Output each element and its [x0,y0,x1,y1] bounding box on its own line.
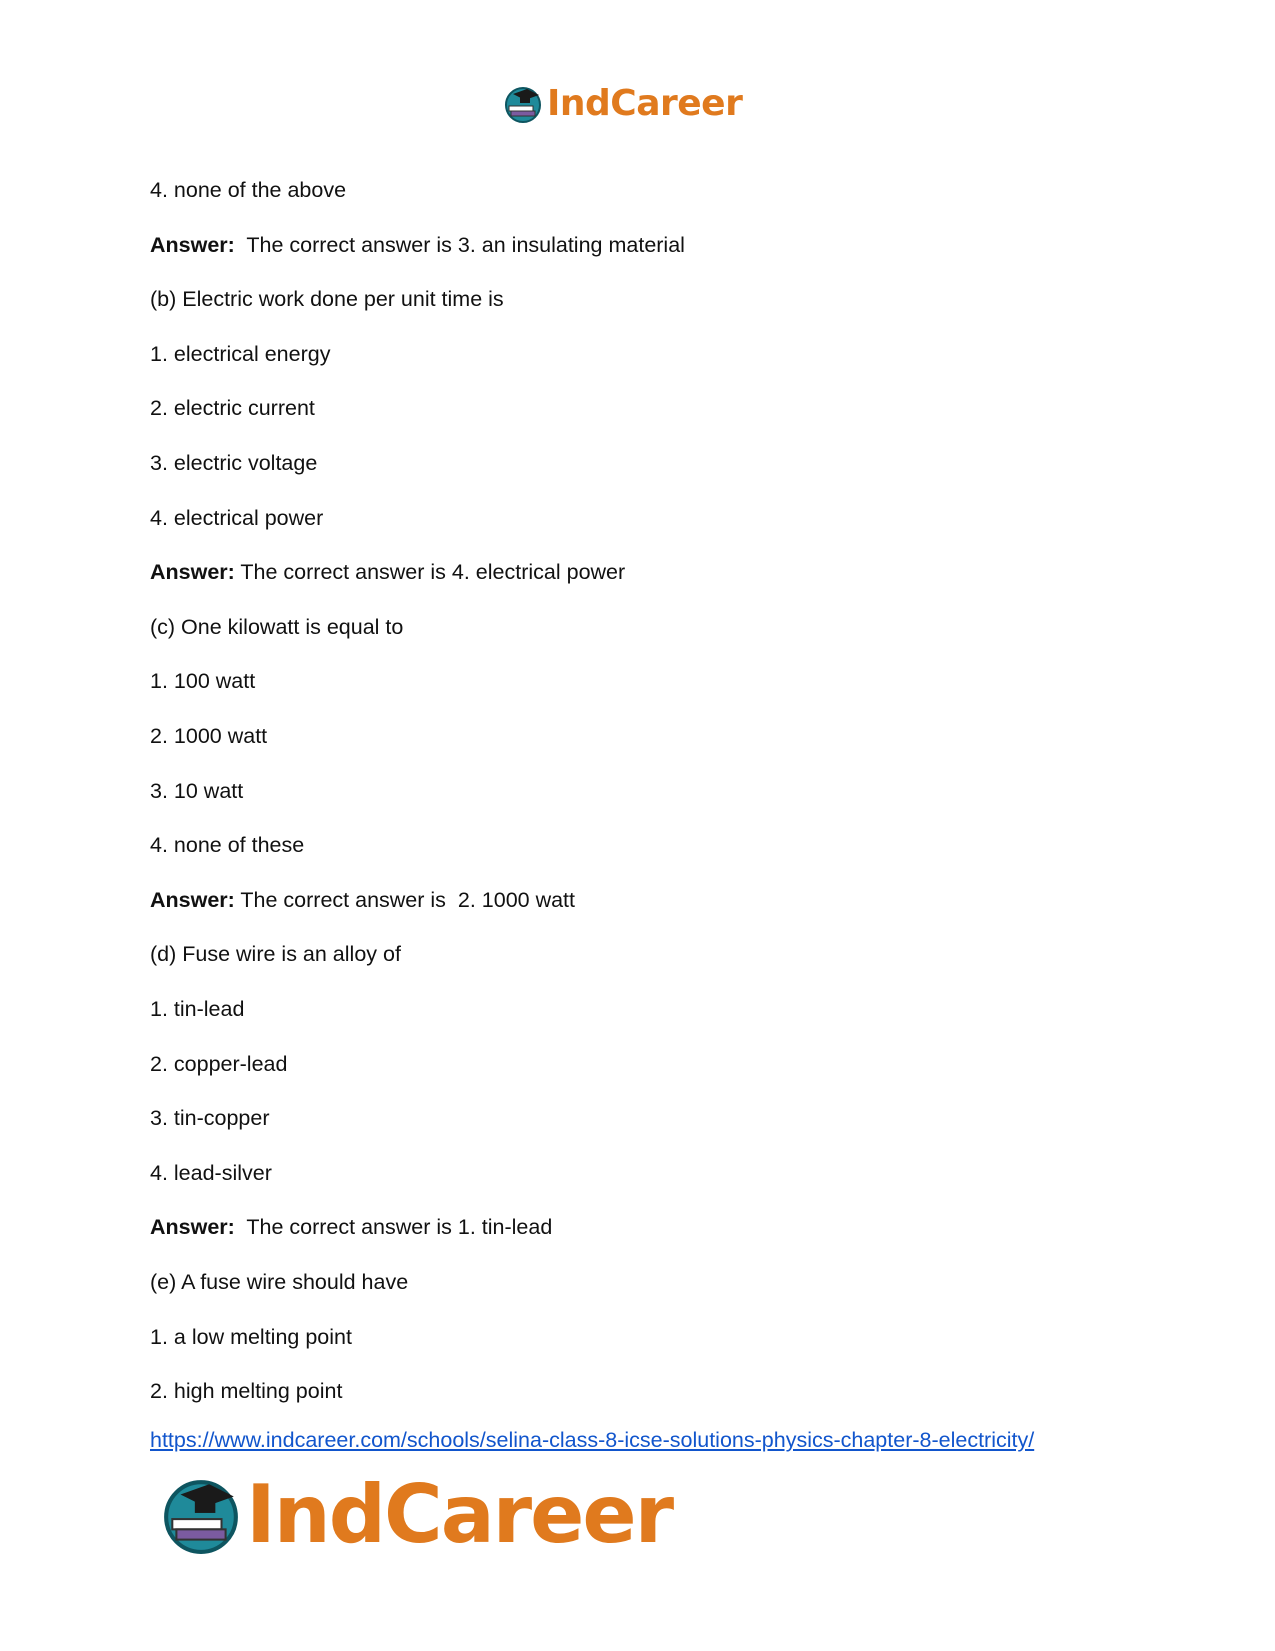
question-line [150,505,323,531]
question-line [150,450,317,476]
answer-label: Answer: [150,560,235,584]
answer-label: Answer: [150,233,235,257]
graduation-globe-icon [160,1474,242,1556]
line-text: The correct answer is 4. electrical power [234,560,626,584]
line-text: The correct answer is 2. 1000 watt [234,888,576,912]
answer-label: Answer: [150,1215,235,1239]
question-line [150,395,315,421]
question-line [150,614,403,640]
line-text: 3. 10 watt [150,779,244,803]
header-logo [503,82,742,126]
question-line [150,1269,408,1295]
line-text: 2. copper-lead [150,1052,288,1076]
line-text: 3. tin-copper [150,1106,270,1130]
question-line [150,941,401,967]
question-line [150,286,504,312]
answer-label: Answer: [150,888,235,912]
question-line [150,1160,272,1186]
question-line [150,996,244,1022]
question-line [150,832,304,858]
header-logo-text: IndCareer [547,83,743,124]
line-text: (c) One kilowatt is equal to [150,615,404,639]
source-url-link[interactable]: https://www.indcareer.com/schools/selina-class-8-icse-solutions-physics-chapter-8-electricity/ [150,1428,1035,1452]
question-line [150,341,330,367]
line-text: 1. 100 watt [150,669,256,693]
question-line [150,1378,342,1404]
line-text: (e) A fuse wire should have [150,1270,409,1294]
line-text: 4. none of the above [150,178,347,202]
question-line [150,1105,270,1131]
line-text: 1. tin-lead [150,997,245,1021]
line-text: 2. 1000 watt [150,724,268,748]
answer-line [150,232,685,258]
question-line [150,1051,287,1077]
footer-logo-text: IndCareer [246,1468,673,1561]
line-text: 1. electrical energy [150,342,331,366]
footer-logo [160,1470,672,1560]
line-text: 1. a low melting point [150,1325,352,1349]
answer-line [150,559,625,585]
line-text: 2. high melting point [150,1379,343,1403]
line-text: (d) Fuse wire is an alloy of [150,942,401,966]
question-line [150,1324,352,1350]
line-text: The correct answer is 1. tin-lead [234,1215,553,1239]
answer-line [150,887,575,913]
question-line [150,668,255,694]
line-text: 4. lead-silver [150,1161,272,1185]
graduation-globe-icon [503,84,543,124]
line-text: 2. electric current [150,396,315,420]
line-text: The correct answer is 3. an insulating material [234,233,685,257]
line-text: (b) Electric work done per unit time is [150,287,504,311]
line-text: 3. electric voltage [150,451,318,475]
line-text: 4. electrical power [150,506,324,530]
line-text: 4. none of these [150,833,305,857]
question-line [150,723,267,749]
question-line [150,778,243,804]
question-line [150,177,346,203]
answer-line [150,1214,552,1240]
